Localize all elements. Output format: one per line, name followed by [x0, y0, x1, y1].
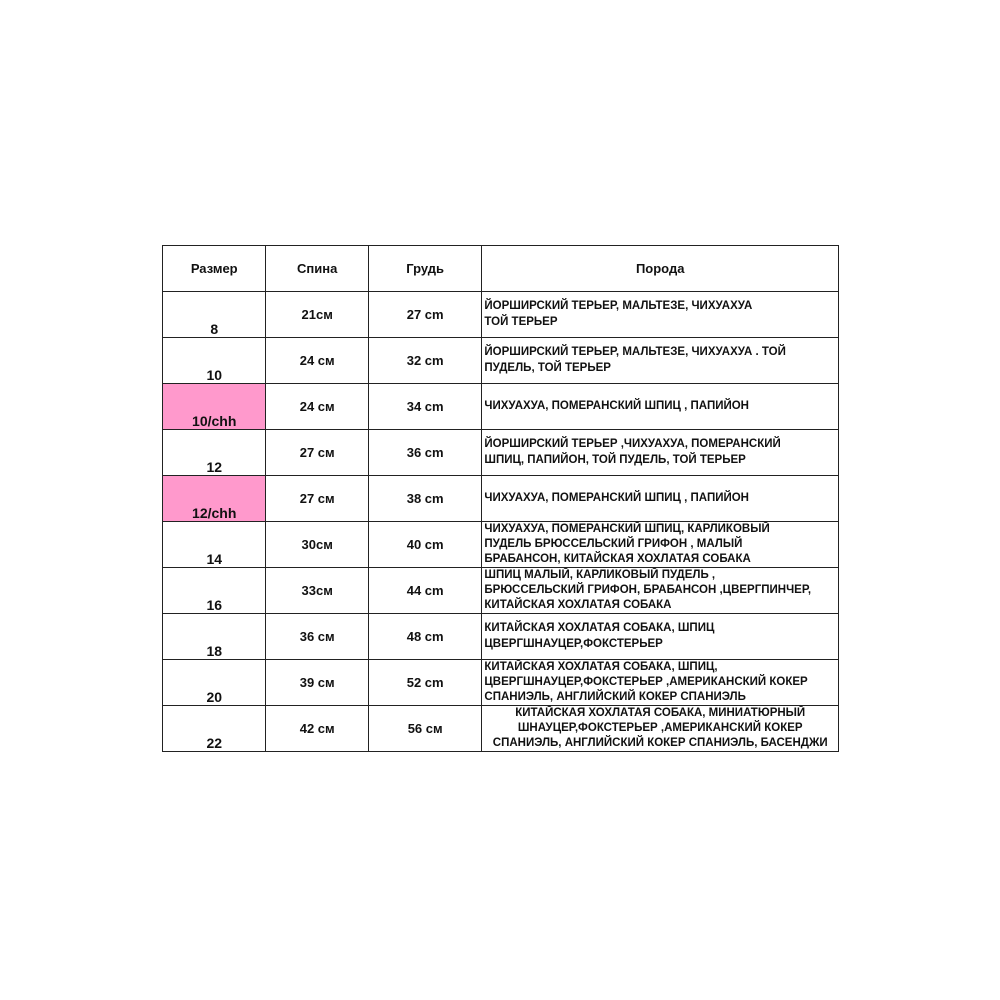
breed-cell — [482, 338, 839, 384]
breed-line: ПУДЕЛЬ, ТОЙ ТЕРЬЕР — [484, 361, 611, 374]
breed-line: ЙОРШИРСКИЙ ТЕРЬЕР ,ЧИХУАХУА, ПОМЕРАНСКИЙ — [484, 438, 781, 450]
breed-line: СПАНИЭЛЬ, АНГЛИЙСКИЙ КОКЕР СПАНИЭЛЬ — [484, 691, 746, 703]
chest-cell: 56 см — [368, 706, 482, 752]
breed-line: ШНАУЦЕР,ФОКСТЕРЬЕР ,АМЕРИКАНСКИЙ КОКЕР — [517, 722, 803, 734]
size-cell: 14 — [163, 522, 266, 568]
chest-cell: 32 cm — [368, 338, 482, 384]
breed-cell — [482, 430, 839, 476]
breed-line: ТОЙ ТЕРЬЕР — [484, 315, 558, 328]
breed-line: КИТАЙСКАЯ ХОХЛАТАЯ СОБАКА — [484, 599, 672, 611]
breed-line: ЧИХУАХУА, ПОМЕРАНСКИЙ ШПИЦ , ПАПИЙОН — [484, 491, 749, 504]
chest-cell: 36 cm — [368, 430, 482, 476]
chest-cell: 48 cm — [368, 614, 482, 660]
table-row — [163, 614, 839, 660]
table-row — [163, 384, 839, 430]
breed-line: КИТАЙСКАЯ ХОХЛАТАЯ СОБАКА, МИНИАТЮРНЫЙ — [515, 707, 806, 719]
breed-line: КИТАЙСКАЯ ХОХЛАТАЯ СОБАКА, ШПИЦ — [484, 622, 715, 634]
breed-line: СПАНИЭЛЬ, АНГЛИЙСКИЙ КОКЕР СПАНИЭЛЬ, БАСЕНДЖИ — [492, 737, 828, 749]
header-chest: Грудь — [368, 246, 482, 292]
header-breed: Порода — [482, 246, 839, 292]
breed-cell — [482, 384, 839, 430]
breed-line: БРЮССЕЛЬСКИЙ ГРИФОН, БРАБАНСОН ,ЦВЕРГПИНЧЕР, — [484, 584, 812, 596]
size-cell-highlighted: 10/chh — [163, 384, 266, 430]
back-cell: 33см — [266, 568, 368, 614]
breed-cell — [482, 614, 839, 660]
breed-line: ЙОРШИРСКИЙ ТЕРЬЕР, МАЛЬТЕЗЕ, ЧИХУАХУА . ТОЙ — [484, 346, 786, 358]
back-cell: 27 см — [266, 430, 368, 476]
back-cell: 27 см — [266, 476, 368, 522]
breed-cell — [482, 522, 839, 568]
header-size: Размер — [163, 246, 266, 292]
table-row — [163, 476, 839, 522]
size-cell: 8 — [163, 292, 266, 338]
breed-cell — [482, 660, 839, 706]
chest-cell: 44 cm — [368, 568, 482, 614]
table-row — [163, 660, 839, 706]
header-row — [163, 246, 839, 292]
size-cell-highlighted: 12/chh — [163, 476, 266, 522]
back-cell: 24 см — [266, 384, 368, 430]
breed-line: ПУДЕЛЬ БРЮССЕЛЬСКИЙ ГРИФОН , МАЛЫЙ — [484, 538, 743, 550]
table-row — [163, 522, 839, 568]
breed-cell — [482, 706, 839, 752]
header-back: Спина — [266, 246, 368, 292]
size-cell: 12 — [163, 430, 266, 476]
table-row — [163, 568, 839, 614]
chest-cell: 34 cm — [368, 384, 482, 430]
table-row — [163, 338, 839, 384]
back-cell: 39 см — [266, 660, 368, 706]
chest-cell: 38 cm — [368, 476, 482, 522]
back-cell: 21см — [266, 292, 368, 338]
breed-cell — [482, 476, 839, 522]
table-row — [163, 430, 839, 476]
table-row — [163, 292, 839, 338]
table-row — [163, 706, 839, 752]
breed-cell — [482, 568, 839, 614]
back-cell: 42 см — [266, 706, 368, 752]
back-cell: 30см — [266, 522, 368, 568]
breed-cell — [482, 292, 839, 338]
size-cell: 22 — [163, 706, 266, 752]
size-cell: 18 — [163, 614, 266, 660]
breed-line: ЧИХУАХУА, ПОМЕРАНСКИЙ ШПИЦ , ПАПИЙОН — [484, 399, 749, 412]
size-chart-table — [162, 245, 839, 752]
back-cell: 24 см — [266, 338, 368, 384]
back-cell: 36 см — [266, 614, 368, 660]
chest-cell: 27 cm — [368, 292, 482, 338]
size-cell: 16 — [163, 568, 266, 614]
breed-line: КИТАЙСКАЯ ХОХЛАТАЯ СОБАКА, ШПИЦ, — [484, 661, 718, 673]
breed-line: БРАБАНСОН, КИТАЙСКАЯ ХОХЛАТАЯ СОБАКА — [484, 553, 751, 565]
breed-line: ШПИЦ, ПАПИЙОН, ТОЙ ПУДЕЛЬ, ТОЙ ТЕРЬЕР — [484, 453, 746, 466]
breed-line: ЦВЕРГШНАУЦЕР,ФОКСТЕРЬЕР ,АМЕРИКАНСКИЙ КОКЕР — [484, 676, 808, 688]
size-cell: 20 — [163, 660, 266, 706]
chest-cell: 52 cm — [368, 660, 482, 706]
chest-cell: 40 cm — [368, 522, 482, 568]
size-cell: 10 — [163, 338, 266, 384]
breed-line: ШПИЦ МАЛЫЙ, КАРЛИКОВЫЙ ПУДЕЛЬ , — [484, 569, 716, 581]
breed-line: ЧИХУАХУА, ПОМЕРАНСКИЙ ШПИЦ, КАРЛИКОВЫЙ — [484, 523, 770, 535]
breed-line: ЙОРШИРСКИЙ ТЕРЬЕР, МАЛЬТЕЗЕ, ЧИХУАХУА — [484, 300, 753, 312]
breed-line: ЦВЕРГШНАУЦЕР,ФОКСТЕРЬЕР — [484, 637, 663, 650]
